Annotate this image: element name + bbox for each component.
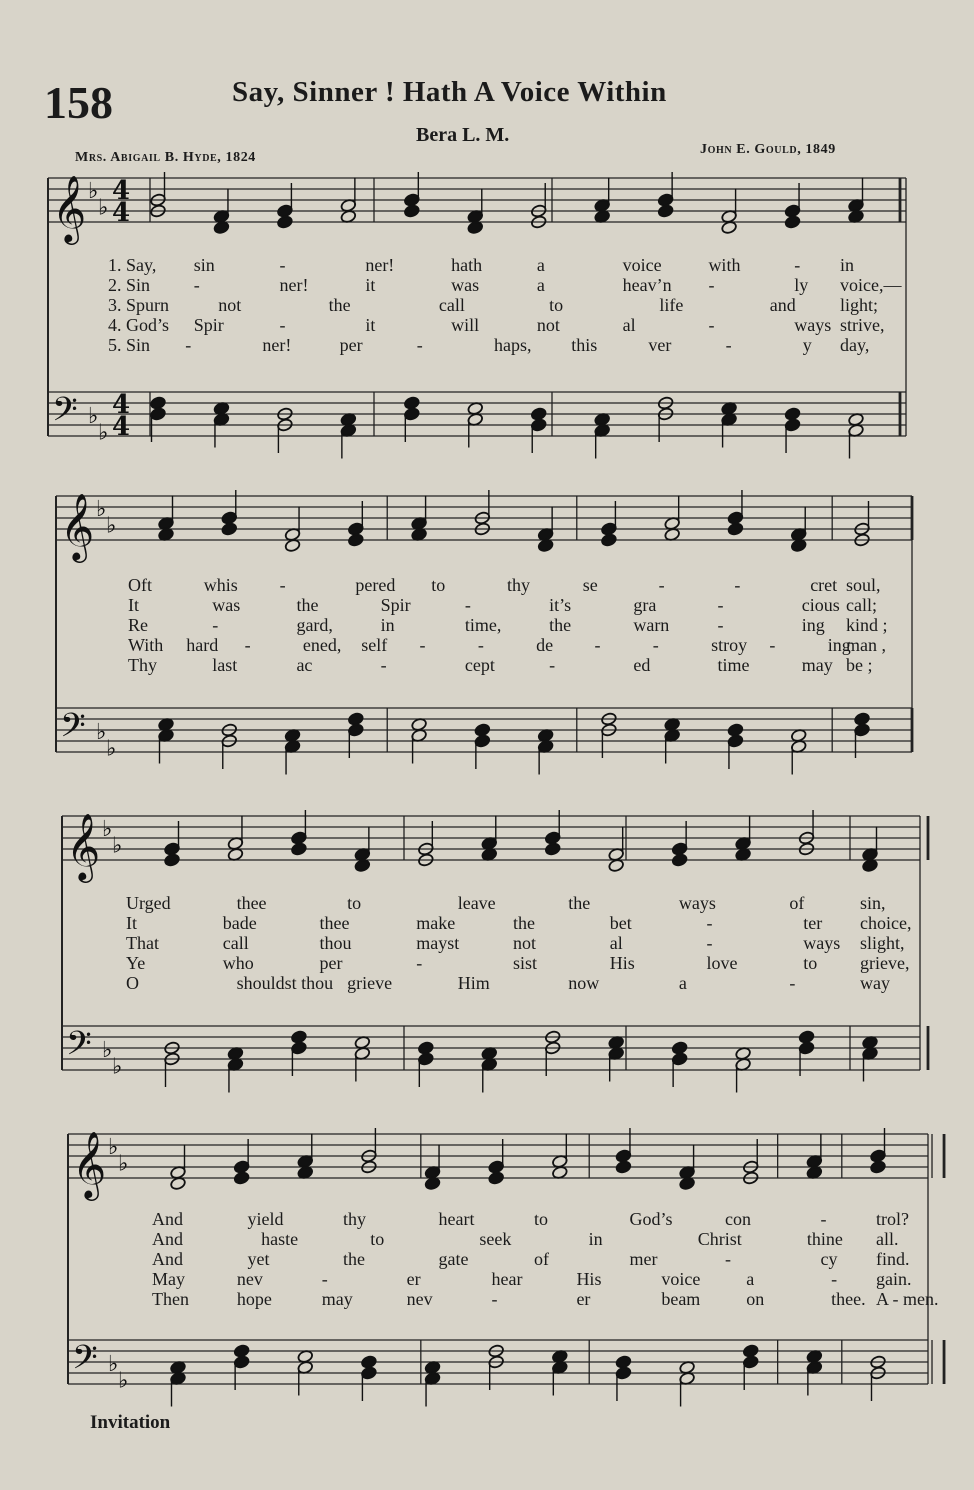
lyric-syllable: sin, (860, 893, 886, 913)
lyric-syllable: strive, (840, 315, 885, 335)
lyric-syllable: ver (648, 335, 672, 355)
lyric-syllable: self (361, 635, 388, 655)
lyric-syllable: not (218, 295, 242, 315)
lyric-syllable: heav’n (622, 275, 672, 295)
lyric-syllable: in (840, 255, 855, 275)
lyric-syllable: voice (622, 255, 662, 275)
svg-text:♭: ♭ (118, 1151, 129, 1177)
lyric-hyphen: - (549, 655, 556, 675)
lyric-syllable: the (343, 1249, 365, 1269)
lyric-syllable: ly (794, 275, 809, 295)
lyric-syllable: His (609, 953, 635, 973)
svg-text:4: 4 (112, 197, 131, 228)
lyric-syllable: thy (507, 575, 531, 595)
lyric-syllable: love (706, 953, 738, 973)
lyric-syllable: Ye (126, 953, 146, 973)
lyric-syllable: 5. Sin (108, 335, 151, 355)
lyric-syllable: haste (261, 1229, 299, 1249)
lyric-syllable: yield (247, 1209, 284, 1229)
lyric-hyphen: - (658, 575, 665, 595)
lyric-syllable: the (296, 595, 319, 615)
lyric-syllable: thy (343, 1209, 367, 1229)
svg-text:♭: ♭ (98, 420, 109, 446)
svg-text:♭: ♭ (106, 513, 117, 539)
lyric-syllable: Re (128, 615, 148, 635)
lyric-syllable: Urged (126, 893, 171, 913)
lyric-syllable: per (319, 953, 343, 973)
lyric-syllable: 3. Spurn (108, 295, 170, 315)
lyric-syllable: thou (319, 933, 352, 953)
lyric-syllable: thee (236, 893, 267, 913)
lyric-syllable: slight, (860, 933, 905, 953)
lyric-syllable: 4. God’s (108, 315, 170, 335)
system-4 (68, 1128, 944, 1407)
bass-clef: 𝄢 (72, 1339, 98, 1385)
lyric-syllable: thee. (831, 1289, 866, 1309)
topic-footer: Invitation (90, 1412, 171, 1433)
lyric-syllable: cept (464, 655, 495, 675)
lyric-hyphen: - (594, 635, 601, 655)
author-credit: Mrs. Abigail B. Hyde, 1824 (75, 150, 256, 165)
svg-text:♭: ♭ (88, 178, 99, 204)
lyric-hyphen: - (279, 315, 286, 335)
lyric-syllable: ner! (262, 335, 292, 355)
lyric-syllable: choice, (860, 913, 912, 933)
lyric-syllable: And (152, 1209, 183, 1229)
lyric-syllable: to (534, 1209, 549, 1229)
svg-text:♭: ♭ (102, 816, 113, 842)
lyric-syllable: with (708, 255, 741, 275)
lyric-hyphen: - (652, 635, 659, 655)
lyric-hyphen: - (706, 933, 713, 953)
lyric-hyphen: - (321, 1269, 328, 1289)
lyric-syllable: in (588, 1229, 603, 1249)
lyric-syllable: call (222, 933, 249, 953)
lyric-syllable: sin (193, 255, 215, 275)
lyric-syllable: it’s (549, 595, 572, 615)
lyric-hyphen: - (193, 275, 200, 295)
lyric-syllable: ways (678, 893, 716, 913)
hymn-title: Say, Sinner ! Hath A Voice Within (232, 76, 667, 108)
lyric-syllable: the (568, 893, 591, 913)
lyric-syllable: a (536, 275, 545, 295)
lyric-hyphen: - (477, 635, 484, 655)
lyric-syllable: ened, (302, 635, 342, 655)
tune-name: Bera L. M. (416, 124, 510, 146)
lyric-hyphen: - (789, 973, 796, 993)
lyric-syllable: haps, (494, 335, 532, 355)
treble-clef: 𝄞 (72, 1130, 107, 1198)
lyric-syllable: hath (451, 255, 483, 275)
lyric-syllable: way (860, 973, 890, 993)
lyric-syllable: who (222, 953, 254, 973)
lyric-hyphen: - (279, 255, 286, 275)
lyric-syllable: of (534, 1249, 549, 1269)
lyric-syllable: al (622, 315, 636, 335)
lyric-syllable: That (126, 933, 159, 953)
lyric-syllable: voice (661, 1269, 701, 1289)
lyric-hyphen: - (244, 635, 251, 655)
lyric-syllable: per (339, 335, 363, 355)
lyric-syllable: gain. (876, 1269, 912, 1289)
lyric-syllable: yet (247, 1249, 270, 1269)
lyric-syllable: life (659, 295, 684, 315)
lyric-syllable: to (803, 953, 818, 973)
svg-text:♭: ♭ (96, 496, 107, 522)
lyric-hyphen: - (464, 595, 471, 615)
lyric-syllable: time, (464, 615, 502, 635)
lyric-hyphen: - (725, 335, 732, 355)
svg-text:♭: ♭ (118, 1368, 129, 1394)
bass-clef: 𝄢 (60, 707, 86, 753)
lyric-syllable: hope (236, 1289, 272, 1309)
lyric-syllable: thine (806, 1229, 843, 1249)
lyric-syllable: thee (319, 913, 350, 933)
lyric-syllable: trol? (876, 1209, 909, 1229)
lyric-syllable: find. (876, 1249, 910, 1269)
lyric-syllable: bade (222, 913, 257, 933)
lyric-syllable: last (212, 655, 238, 675)
lyric-syllable: al (609, 933, 623, 953)
lyric-hyphen: - (708, 315, 715, 335)
lyric-syllable: ter (803, 913, 823, 933)
lyric-syllable: Him (457, 973, 490, 993)
lyric-syllable: ner! (279, 275, 309, 295)
lyric-hyphen: - (831, 1269, 838, 1289)
lyric-syllable: cret (810, 575, 838, 595)
lyric-hyphen: - (717, 615, 724, 635)
lyric-hyphen: - (725, 1249, 731, 1269)
lyric-syllable: er (576, 1289, 591, 1309)
svg-text:♭: ♭ (108, 1134, 119, 1160)
lyric-syllable: voice,— (840, 275, 902, 295)
lyric-syllable: and (769, 295, 796, 315)
lyric-hyphen: - (491, 1289, 498, 1309)
lyric-syllable: y (802, 335, 812, 355)
lyric-syllable: It (126, 913, 137, 933)
lyric-syllable: the (513, 913, 535, 933)
lyric-hyphen: - (380, 655, 387, 675)
lyric-syllable: this (571, 335, 598, 355)
lyric-syllable: Christ (697, 1229, 742, 1249)
lyric-syllable: And (152, 1249, 183, 1269)
lyric-hyphen: - (706, 913, 713, 933)
lyric-syllable: er (406, 1269, 421, 1289)
lyric-syllable: And (152, 1229, 183, 1249)
lyric-syllable: nev (406, 1289, 433, 1309)
lyric-hyphen: - (416, 953, 423, 973)
lyric-syllable: whis (203, 575, 238, 595)
lyric-syllable: hard (186, 635, 219, 655)
lyric-syllable: God’s (629, 1209, 673, 1229)
lyric-syllable: heart (438, 1209, 475, 1229)
lyric-syllable: call; (846, 595, 877, 615)
lyric-syllable: 2. Sin (108, 275, 151, 295)
svg-text:♭: ♭ (106, 736, 117, 762)
lyric-syllable: it (365, 315, 376, 335)
lyric-syllable: gra (633, 595, 657, 615)
lyric-syllable: a (536, 255, 545, 275)
svg-text:4: 4 (112, 175, 131, 206)
svg-text:4: 4 (112, 411, 131, 442)
lyric-syllable: may (321, 1289, 353, 1309)
bass-clef: 𝄢 (52, 391, 78, 437)
lyric-syllable: de (536, 635, 554, 655)
lyric-syllable: day, (840, 335, 870, 355)
lyric-syllable: stroy (711, 635, 748, 655)
lyric-syllable: was (451, 275, 480, 295)
lyric-hyphen: - (708, 275, 715, 295)
lyric-syllable: cy (820, 1249, 838, 1269)
lyric-syllable: a (746, 1269, 755, 1289)
lyric-hyphen: - (820, 1209, 827, 1229)
lyric-syllable: be ; (846, 655, 873, 675)
lyric-syllable: leave (457, 893, 496, 913)
lyric-syllable: to (549, 295, 564, 315)
lyric-syllable: ways (794, 315, 832, 335)
lyric-syllable: ac (296, 655, 313, 675)
svg-text:♭: ♭ (108, 1351, 119, 1377)
svg-text:♭: ♭ (96, 719, 107, 745)
lyric-syllable: to (370, 1229, 385, 1249)
lyric-syllable: the (328, 295, 351, 315)
lyric-syllable: kind ; (846, 615, 888, 635)
svg-text:♭: ♭ (112, 833, 123, 859)
svg-text:♭: ♭ (98, 195, 109, 221)
lyric-hyphen: - (212, 615, 219, 635)
bass-clef: 𝄢 (66, 1025, 92, 1071)
lyric-syllable: of (789, 893, 805, 913)
lyric-syllable: 1. Say, (108, 255, 157, 275)
lyric-syllable: sist (513, 953, 538, 973)
lyric-syllable: may (801, 655, 833, 675)
lyric-syllable: beam (661, 1289, 701, 1309)
lyric-syllable: pered (355, 575, 396, 595)
lyric-syllable: time (717, 655, 750, 675)
lyric-syllable: soul, (846, 575, 881, 595)
lyric-syllable: grieve (347, 973, 393, 993)
lyric-syllable: bet (609, 913, 632, 933)
svg-text:4: 4 (112, 389, 131, 420)
lyric-syllable: ways (803, 933, 841, 953)
svg-text:♭: ♭ (88, 403, 99, 429)
lyric-syllable: ing (827, 635, 851, 655)
svg-text:♭: ♭ (112, 1054, 123, 1080)
lyric-syllable: the (549, 615, 572, 635)
lyric-syllable: will (451, 315, 480, 335)
lyric-syllable: to (431, 575, 446, 595)
lyric-syllable: nev (236, 1269, 263, 1289)
lyric-syllable: not (536, 315, 560, 335)
lyric-syllable: shouldst thou (236, 973, 334, 993)
lyric-syllable: to (347, 893, 362, 913)
lyric-syllable: gard, (296, 615, 333, 635)
lyric-syllable: O (126, 973, 139, 993)
lyric-syllable: seek (479, 1229, 512, 1249)
lyric-syllable: call (438, 295, 465, 315)
lyric-syllable: His (576, 1269, 602, 1289)
lyric-syllable: mayst (416, 933, 460, 953)
lyric-syllable: Thy (128, 655, 157, 675)
lyric-syllable: warn (633, 615, 670, 635)
treble-clef: 𝄞 (52, 174, 87, 242)
lyric-syllable: With (128, 635, 164, 655)
lyric-syllable: A - men. (876, 1289, 939, 1309)
lyric-syllable: was (212, 595, 241, 615)
lyric-syllable: Spir (380, 595, 411, 615)
svg-text:♭: ♭ (102, 1037, 113, 1063)
lyric-syllable: grieve, (860, 953, 910, 973)
lyric-syllable: It (128, 595, 139, 615)
lyric-hyphen: - (419, 635, 426, 655)
lyric-hyphen: - (717, 595, 724, 615)
lyric-syllable: cious (801, 595, 840, 615)
lyric-hyphen: - (769, 635, 776, 655)
lyric-syllable: gate (438, 1249, 469, 1269)
composer-credit: John E. Gould, 1849 (700, 142, 836, 157)
lyric-hyphen: - (416, 335, 423, 355)
hymn-number: 158 (44, 77, 113, 128)
lyric-syllable: hear (491, 1269, 523, 1289)
lyric-hyphen: - (734, 575, 741, 595)
lyric-syllable: man , (846, 635, 886, 655)
lyric-hyphen: - (279, 575, 286, 595)
lyric-hyphen: - (185, 335, 192, 355)
lyric-syllable: May (152, 1269, 185, 1289)
lyric-syllable: now (568, 973, 600, 993)
lyric-syllable: Then (152, 1289, 189, 1309)
lyric-syllable: a (678, 973, 687, 993)
lyric-syllable: con (725, 1209, 751, 1229)
lyric-syllable: ner! (365, 255, 395, 275)
lyric-syllable: Oft (128, 575, 152, 595)
lyric-syllable: in (380, 615, 395, 635)
lyric-syllable: it (365, 275, 376, 295)
lyric-syllable: make (416, 913, 456, 933)
lyric-syllable: ing (801, 615, 825, 635)
treble-clef: 𝄞 (60, 492, 95, 560)
lyric-syllable: all. (876, 1229, 899, 1249)
lyric-syllable: not (513, 933, 537, 953)
lyric-hyphen: - (794, 255, 801, 275)
lyric-syllable: mer (629, 1249, 658, 1269)
treble-clef: 𝄞 (66, 812, 101, 880)
lyric-syllable: ed (633, 655, 651, 675)
lyric-syllable: Spir (193, 315, 224, 335)
lyric-syllable: se (582, 575, 598, 595)
lyric-syllable: on (746, 1289, 765, 1309)
system-3 (62, 810, 928, 1093)
lyric-syllable: light; (840, 295, 879, 315)
